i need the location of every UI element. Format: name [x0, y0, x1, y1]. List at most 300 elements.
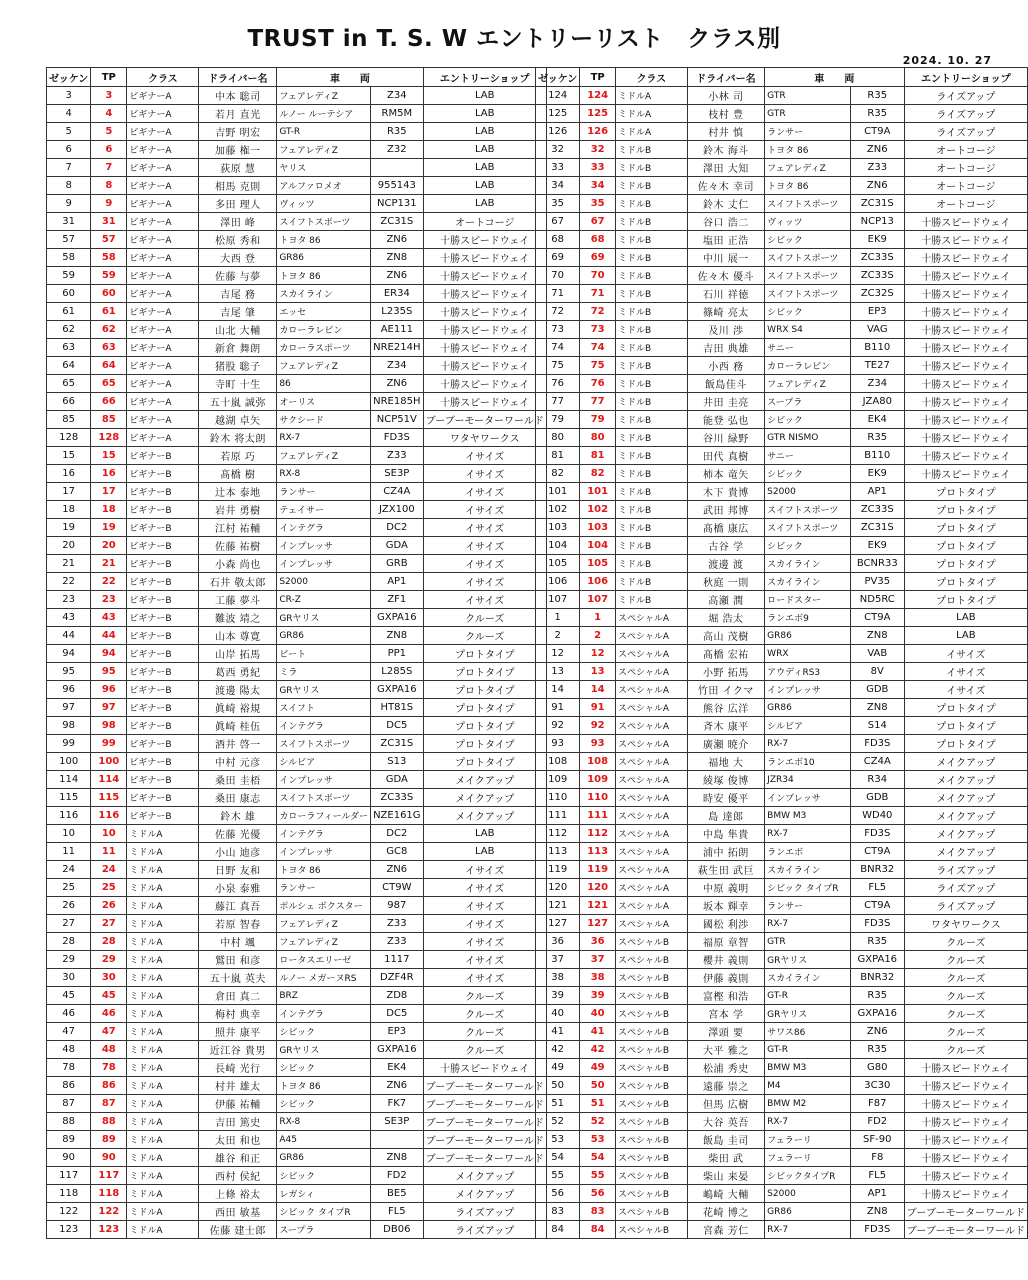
- zekken-cell: 19: [47, 519, 91, 537]
- zekken-cell: 33: [536, 159, 580, 177]
- table-row: [47, 267, 547, 285]
- chassis-cell: DC5: [371, 1005, 424, 1023]
- tp-cell: 67: [580, 213, 616, 231]
- class-cell: ミドルB: [616, 501, 688, 519]
- chassis-cell: G80: [850, 1059, 904, 1077]
- class-cell: スペシャルB: [616, 969, 688, 987]
- driver-cell: 竹田 イクマ: [687, 681, 765, 699]
- tp-cell: 66: [91, 393, 127, 411]
- class-cell: スペシャルA: [616, 609, 688, 627]
- zekken-cell: 14: [536, 681, 580, 699]
- model-cell: RX-7: [765, 915, 851, 933]
- shop-cell: 十勝スピードウェイ: [904, 393, 1027, 411]
- driver-cell: 若月 直光: [199, 105, 277, 123]
- shop-cell: プロトタイプ: [904, 573, 1027, 591]
- driver-cell: 越湖 卓矢: [199, 411, 277, 429]
- tp-cell: 59: [91, 267, 127, 285]
- driver-cell: 中島 隼貴: [687, 825, 765, 843]
- class-cell: ミドルB: [616, 573, 688, 591]
- tp-cell: 24: [91, 861, 127, 879]
- class-cell: ミドルA: [127, 1113, 199, 1131]
- zekken-cell: 91: [536, 699, 580, 717]
- chassis-cell: R35: [850, 105, 904, 123]
- table-row: [47, 465, 547, 483]
- model-cell: フェアレディZ: [277, 357, 371, 375]
- model-cell: フェアレディZ: [765, 159, 851, 177]
- class-cell: ビギナーA: [127, 357, 199, 375]
- model-cell: S2000: [277, 573, 371, 591]
- class-cell: ミドルB: [616, 177, 688, 195]
- zekken-cell: 75: [536, 357, 580, 375]
- driver-cell: 西村 侯紀: [199, 1167, 277, 1185]
- driver-cell: 髙橋 宏祐: [687, 645, 765, 663]
- zekken-cell: 89: [47, 1131, 91, 1149]
- driver-cell: 伊藤 義則: [687, 969, 765, 987]
- model-cell: インプレッサ: [765, 681, 851, 699]
- class-cell: ミドルA: [127, 1221, 199, 1239]
- shop-cell: 十勝スピードウェイ: [904, 429, 1027, 447]
- shop-cell: メイクアップ: [423, 771, 546, 789]
- model-cell: スイフトスポーツ: [277, 735, 371, 753]
- driver-cell: 眞崎 桂伍: [199, 717, 277, 735]
- zekken-cell: 97: [47, 699, 91, 717]
- shop-cell: LAB: [904, 627, 1027, 645]
- table-row: [536, 375, 1028, 393]
- class-cell: ビギナーA: [127, 159, 199, 177]
- class-cell: ビギナーB: [127, 465, 199, 483]
- shop-cell: ブーブーモーターワールド: [423, 1077, 546, 1095]
- tp-cell: 77: [580, 393, 616, 411]
- driver-cell: 荻原 慧: [199, 159, 277, 177]
- class-cell: ミドルB: [616, 375, 688, 393]
- class-cell: スペシャルA: [616, 699, 688, 717]
- class-cell: ミドルB: [616, 141, 688, 159]
- tp-cell: 80: [580, 429, 616, 447]
- shop-cell: LAB: [423, 825, 546, 843]
- shop-cell: プロトタイプ: [904, 591, 1027, 609]
- table-row: [536, 357, 1028, 375]
- class-cell: ミドルB: [616, 357, 688, 375]
- table-row: [47, 735, 547, 753]
- model-cell: GT-R: [277, 123, 371, 141]
- zekken-cell: 57: [47, 231, 91, 249]
- driver-cell: 松原 秀和: [199, 231, 277, 249]
- table-row: [47, 609, 547, 627]
- model-cell: サクシード: [277, 411, 371, 429]
- tp-cell: 125: [580, 105, 616, 123]
- chassis-cell: FD3S: [850, 825, 904, 843]
- chassis-cell: AE111: [371, 321, 424, 339]
- driver-cell: 小山 迪彦: [199, 843, 277, 861]
- tp-cell: 34: [580, 177, 616, 195]
- class-cell: ビギナーB: [127, 663, 199, 681]
- class-cell: スペシャルA: [616, 645, 688, 663]
- model-cell: GT-R: [765, 987, 851, 1005]
- table-row: [47, 87, 547, 105]
- tp-cell: 72: [580, 303, 616, 321]
- tp-cell: 61: [91, 303, 127, 321]
- table-row: [536, 123, 1028, 141]
- model-cell: GRヤリス: [277, 609, 371, 627]
- tp-cell: 73: [580, 321, 616, 339]
- chassis-cell: DZF4R: [371, 969, 424, 987]
- class-cell: ミドルB: [616, 267, 688, 285]
- driver-cell: 雄谷 和正: [199, 1149, 277, 1167]
- tp-cell: 89: [91, 1131, 127, 1149]
- header-shop: エントリーショップ: [423, 68, 546, 87]
- shop-cell: ワタヤワークス: [423, 429, 546, 447]
- chassis-cell: GDB: [850, 681, 904, 699]
- model-cell: スープラ: [765, 393, 851, 411]
- table-row: [536, 1113, 1028, 1131]
- header-tp: TP: [580, 68, 616, 87]
- class-cell: ミドルB: [616, 483, 688, 501]
- driver-cell: 飯島 圭司: [687, 1131, 765, 1149]
- class-cell: ミドルA: [127, 1005, 199, 1023]
- model-cell: ランエボ: [765, 843, 851, 861]
- driver-cell: 能登 弘也: [687, 411, 765, 429]
- class-cell: スペシャルA: [616, 807, 688, 825]
- table-row: [47, 411, 547, 429]
- driver-cell: 梅村 典幸: [199, 1005, 277, 1023]
- zekken-cell: 25: [47, 879, 91, 897]
- zekken-cell: 24: [47, 861, 91, 879]
- table-row: [47, 357, 547, 375]
- shop-cell: クルーズ: [904, 1041, 1027, 1059]
- zekken-cell: 13: [536, 663, 580, 681]
- zekken-cell: 102: [536, 501, 580, 519]
- class-cell: ビギナーB: [127, 609, 199, 627]
- shop-cell: ライズアップ: [904, 87, 1027, 105]
- chassis-cell: GXPA16: [371, 609, 424, 627]
- zekken-cell: 128: [47, 429, 91, 447]
- tp-cell: 110: [580, 789, 616, 807]
- model-cell: RX-7: [765, 825, 851, 843]
- model-cell: スカイライン: [277, 285, 371, 303]
- shop-cell: メイクアップ: [423, 1185, 546, 1203]
- table-row: [536, 879, 1028, 897]
- chassis-cell: ZN6: [371, 861, 424, 879]
- zekken-cell: 54: [536, 1149, 580, 1167]
- tp-cell: 119: [580, 861, 616, 879]
- tp-cell: 31: [91, 213, 127, 231]
- model-cell: M4: [765, 1077, 851, 1095]
- driver-cell: 村井 慎: [687, 123, 765, 141]
- driver-cell: 大西 登: [199, 249, 277, 267]
- entry-table-right-body: [536, 87, 1028, 1239]
- chassis-cell: EK9: [850, 537, 904, 555]
- class-cell: スペシャルA: [616, 771, 688, 789]
- model-cell: トヨタ 86: [277, 267, 371, 285]
- model-cell: WRX: [765, 645, 851, 663]
- model-cell: GRヤリス: [277, 681, 371, 699]
- model-cell: インプレッサ: [277, 537, 371, 555]
- zekken-cell: 38: [536, 969, 580, 987]
- zekken-cell: 64: [47, 357, 91, 375]
- class-cell: ミドルA: [127, 861, 199, 879]
- model-cell: スイフトスポーツ: [765, 501, 851, 519]
- table-row: [47, 1005, 547, 1023]
- zekken-cell: 103: [536, 519, 580, 537]
- class-cell: ビギナーB: [127, 447, 199, 465]
- table-row: [47, 429, 547, 447]
- chassis-cell: NCP131: [371, 195, 424, 213]
- zekken-cell: 77: [536, 393, 580, 411]
- tp-cell: 29: [91, 951, 127, 969]
- zekken-cell: 107: [536, 591, 580, 609]
- driver-cell: 吉尾 務: [199, 285, 277, 303]
- model-cell: スカイライン: [765, 555, 851, 573]
- zekken-cell: 27: [47, 915, 91, 933]
- model-cell: 86: [277, 375, 371, 393]
- zekken-cell: 67: [536, 213, 580, 231]
- entry-table-left-body: [47, 87, 547, 1239]
- table-row: [536, 915, 1028, 933]
- class-cell: スペシャルA: [616, 663, 688, 681]
- model-cell: ヴィッツ: [765, 213, 851, 231]
- driver-cell: 綾塚 俊博: [687, 771, 765, 789]
- table-row: [536, 195, 1028, 213]
- tp-cell: 81: [580, 447, 616, 465]
- zekken-cell: 5: [47, 123, 91, 141]
- tp-cell: 35: [580, 195, 616, 213]
- table-row: [47, 1131, 547, 1149]
- chassis-cell: Z34: [850, 375, 904, 393]
- shop-cell: 十勝スピードウェイ: [904, 213, 1027, 231]
- chassis-cell: VAB: [850, 645, 904, 663]
- class-cell: ミドルA: [127, 969, 199, 987]
- driver-cell: 塩田 正浩: [687, 231, 765, 249]
- tp-cell: 109: [580, 771, 616, 789]
- tp-cell: 41: [580, 1023, 616, 1041]
- tp-cell: 64: [91, 357, 127, 375]
- model-cell: フェアレディZ: [277, 87, 371, 105]
- class-cell: スペシャルB: [616, 1059, 688, 1077]
- class-cell: ビギナーA: [127, 339, 199, 357]
- model-cell: RX-7: [765, 1113, 851, 1131]
- driver-cell: 宮本 学: [687, 1005, 765, 1023]
- driver-cell: 葛西 勇紀: [199, 663, 277, 681]
- chassis-cell: DB06: [371, 1221, 424, 1239]
- driver-cell: 松浦 秀史: [687, 1059, 765, 1077]
- model-cell: ロードスター: [765, 591, 851, 609]
- zekken-cell: 11: [47, 843, 91, 861]
- header-shop: エントリーショップ: [904, 68, 1027, 87]
- chassis-cell: EK9: [850, 465, 904, 483]
- class-cell: ミドルB: [616, 555, 688, 573]
- zekken-cell: 78: [47, 1059, 91, 1077]
- shop-cell: 十勝スピードウェイ: [904, 465, 1027, 483]
- class-cell: ビギナーB: [127, 681, 199, 699]
- zekken-cell: 69: [536, 249, 580, 267]
- shop-cell: オートコージ: [904, 159, 1027, 177]
- chassis-cell: GDB: [850, 789, 904, 807]
- driver-cell: 桑田 康志: [199, 789, 277, 807]
- model-cell: シビック: [277, 1095, 371, 1113]
- class-cell: ミドルB: [616, 393, 688, 411]
- tp-cell: 128: [91, 429, 127, 447]
- class-cell: ビギナーB: [127, 789, 199, 807]
- shop-cell: LAB: [904, 609, 1027, 627]
- tp-cell: 15: [91, 447, 127, 465]
- chassis-cell: VAG: [850, 321, 904, 339]
- shop-cell: LAB: [423, 87, 546, 105]
- driver-cell: 浦中 拓朗: [687, 843, 765, 861]
- class-cell: ミドルA: [127, 1023, 199, 1041]
- driver-cell: 山本 尊寛: [199, 627, 277, 645]
- tp-cell: 101: [580, 483, 616, 501]
- class-cell: ミドルA: [127, 1203, 199, 1221]
- tp-cell: 76: [580, 375, 616, 393]
- tp-cell: 94: [91, 645, 127, 663]
- chassis-cell: FL5: [371, 1203, 424, 1221]
- model-cell: GR86: [277, 627, 371, 645]
- tp-cell: 79: [580, 411, 616, 429]
- model-cell: ビート: [277, 645, 371, 663]
- shop-cell: メイクアップ: [904, 825, 1027, 843]
- zekken-cell: 98: [47, 717, 91, 735]
- shop-cell: 十勝スピードウェイ: [904, 1113, 1027, 1131]
- chassis-cell: SE3P: [371, 1113, 424, 1131]
- table-row: [536, 537, 1028, 555]
- driver-cell: 五十嵐 英夫: [199, 969, 277, 987]
- chassis-cell: TE27: [850, 357, 904, 375]
- chassis-cell: PP1: [371, 645, 424, 663]
- tp-cell: 111: [580, 807, 616, 825]
- shop-cell: イサイズ: [423, 969, 546, 987]
- header-zekken: ゼッケン: [536, 68, 580, 87]
- driver-cell: 山北 大輔: [199, 321, 277, 339]
- table-row: [47, 1221, 547, 1239]
- model-cell: GTR: [765, 87, 851, 105]
- driver-cell: 藤江 真吾: [199, 897, 277, 915]
- zekken-cell: 87: [47, 1095, 91, 1113]
- zekken-cell: 9: [47, 195, 91, 213]
- shop-cell: メイクアップ: [904, 753, 1027, 771]
- chassis-cell: FD3S: [850, 735, 904, 753]
- class-cell: スペシャルB: [616, 1041, 688, 1059]
- shop-cell: イサイズ: [423, 501, 546, 519]
- chassis-cell: [371, 159, 424, 177]
- class-cell: スペシャルB: [616, 1185, 688, 1203]
- driver-cell: 山岸 拓馬: [199, 645, 277, 663]
- shop-cell: プロトタイプ: [423, 699, 546, 717]
- driver-cell: 難波 靖之: [199, 609, 277, 627]
- driver-cell: 相馬 克則: [199, 177, 277, 195]
- tp-cell: 96: [91, 681, 127, 699]
- model-cell: GR86: [765, 699, 851, 717]
- chassis-cell: ZC33S: [371, 789, 424, 807]
- table-row: [47, 447, 547, 465]
- shop-cell: クルーズ: [904, 933, 1027, 951]
- driver-cell: 上條 裕太: [199, 1185, 277, 1203]
- chassis-cell: R34: [850, 771, 904, 789]
- shop-cell: LAB: [423, 195, 546, 213]
- chassis-cell: R35: [371, 123, 424, 141]
- model-cell: シルビア: [765, 717, 851, 735]
- chassis-cell: ZC31S: [371, 213, 424, 231]
- tp-cell: 50: [580, 1077, 616, 1095]
- model-cell: スイフトスポーツ: [765, 249, 851, 267]
- driver-cell: 酒井 啓一: [199, 735, 277, 753]
- model-cell: RX-7: [277, 429, 371, 447]
- class-cell: ミドルB: [616, 339, 688, 357]
- zekken-cell: 120: [536, 879, 580, 897]
- shop-cell: プロトタイプ: [423, 645, 546, 663]
- tp-cell: 98: [91, 717, 127, 735]
- driver-cell: 秋庭 一則: [687, 573, 765, 591]
- table-row: [47, 483, 547, 501]
- class-cell: ミドルA: [127, 1149, 199, 1167]
- class-cell: ビギナーB: [127, 501, 199, 519]
- zekken-cell: 113: [536, 843, 580, 861]
- tp-cell: 23: [91, 591, 127, 609]
- tp-cell: 82: [580, 465, 616, 483]
- chassis-cell: Z34: [371, 357, 424, 375]
- tp-cell: 102: [580, 501, 616, 519]
- chassis-cell: EK4: [850, 411, 904, 429]
- shop-cell: プロトタイプ: [904, 483, 1027, 501]
- zekken-cell: 90: [47, 1149, 91, 1167]
- header-class: クラス: [127, 68, 199, 87]
- table-row: [536, 573, 1028, 591]
- tp-cell: 69: [580, 249, 616, 267]
- shop-cell: ライズアップ: [904, 879, 1027, 897]
- tp-cell: 87: [91, 1095, 127, 1113]
- model-cell: シビック: [765, 411, 851, 429]
- chassis-cell: 1117: [371, 951, 424, 969]
- zekken-cell: 18: [47, 501, 91, 519]
- tp-cell: 43: [91, 609, 127, 627]
- tp-cell: 45: [91, 987, 127, 1005]
- tp-cell: 20: [91, 537, 127, 555]
- class-cell: ミドルB: [616, 411, 688, 429]
- class-cell: ビギナーB: [127, 699, 199, 717]
- class-cell: ビギナーB: [127, 537, 199, 555]
- shop-cell: クルーズ: [904, 987, 1027, 1005]
- model-cell: スイフト: [277, 699, 371, 717]
- shop-cell: ライズアップ: [904, 105, 1027, 123]
- zekken-cell: 35: [536, 195, 580, 213]
- chassis-cell: S13: [371, 753, 424, 771]
- zekken-cell: 45: [47, 987, 91, 1005]
- zekken-cell: 61: [47, 303, 91, 321]
- zekken-cell: 56: [536, 1185, 580, 1203]
- chassis-cell: R35: [850, 987, 904, 1005]
- table-row: [47, 969, 547, 987]
- driver-cell: 長崎 光行: [199, 1059, 277, 1077]
- model-cell: カローラレビン: [765, 357, 851, 375]
- chassis-cell: CT9A: [850, 609, 904, 627]
- chassis-cell: FD3S: [850, 1221, 904, 1239]
- zekken-cell: 55: [536, 1167, 580, 1185]
- zekken-cell: 111: [536, 807, 580, 825]
- chassis-cell: ZC32S: [850, 285, 904, 303]
- tp-cell: 62: [91, 321, 127, 339]
- tp-cell: 56: [580, 1185, 616, 1203]
- zekken-cell: 63: [47, 339, 91, 357]
- shop-cell: 十勝スピードウェイ: [423, 393, 546, 411]
- model-cell: ランサー: [765, 897, 851, 915]
- shop-cell: クルーズ: [423, 1023, 546, 1041]
- model-cell: ルノー ルーテシア: [277, 105, 371, 123]
- chassis-cell: GXPA16: [850, 951, 904, 969]
- table-row: [47, 141, 547, 159]
- table-row: [47, 105, 547, 123]
- table-row: [536, 843, 1028, 861]
- tp-cell: 117: [91, 1167, 127, 1185]
- zekken-cell: 72: [536, 303, 580, 321]
